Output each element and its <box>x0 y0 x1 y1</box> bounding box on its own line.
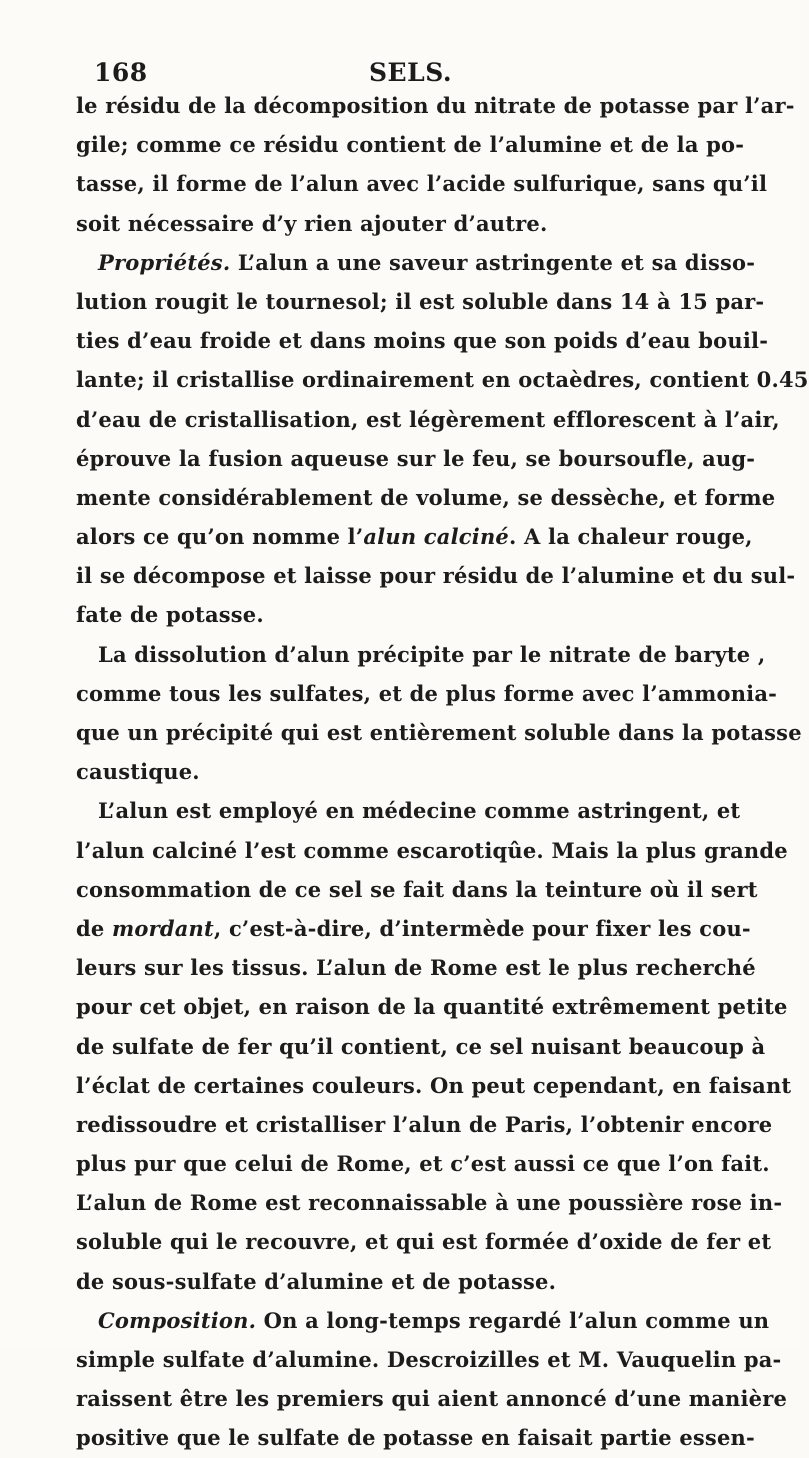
text-line: mente considérablement de volume, se dessèche, et forme <box>76 484 776 510</box>
text-line: fate de potasse. <box>76 602 264 628</box>
text-line: lution rougit le tournesol; il est soluble dans 14 à 15 par- <box>76 288 765 314</box>
text-line: ties d’eau froide et dans moins que son poids d’eau bouil- <box>76 328 769 354</box>
text-line: le résidu de la décomposition du nitrate de potasse par l’ar- <box>76 93 795 118</box>
text-line: plus pur que celui de Rome, et c’est aussi ce que l’on fait. <box>76 1151 770 1177</box>
text-line: redissoudre et cristalliser l’alun de Paris, l’obtenir encore <box>76 1111 773 1137</box>
text-line: leurs sur les tissus. L’alun de Rome est le plus recherché <box>76 955 756 981</box>
text-line <box>76 243 756 282</box>
page-number: 168 <box>94 58 148 87</box>
text-line: consommation de ce sel se fait dans la teinture où il sert <box>76 876 758 902</box>
text-line-segment: . A la chaleur rouge, <box>508 524 753 550</box>
body-text <box>76 86 809 1458</box>
text-line-segment: On a long-temps regardé l’alun comme un <box>263 1307 770 1333</box>
text-line: L’alun de Rome est reconnaissable à une poussière rose in- <box>76 1190 783 1216</box>
section-heading-proprietes: Propriétés. <box>98 249 231 275</box>
text-line: de sulfate de fer qu’il contient, ce sel nuisant beaucoup à <box>76 1033 766 1059</box>
text-line: l’alun calciné l’est comme escarotiqûe. Mais la plus grande <box>76 837 788 863</box>
text-line: il se décompose et laisse pour résidu de l’alumine et du sul- <box>76 563 796 589</box>
italic-term-alun-calcine: alun calciné <box>363 524 509 550</box>
running-title: SELS. <box>369 58 453 87</box>
text-line: tasse, il forme de l’alun avec l’acide sulfurique, sans qu’il <box>76 171 768 197</box>
text-line: comme tous les sulfates, et de plus forme avec l’ammonia- <box>76 680 778 706</box>
text-line: éprouve la fusion aqueuse sur le feu, se boursoufle, aug- <box>76 445 756 471</box>
text-line: positive que le sulfate de potasse en faisait partie essen- <box>76 1425 755 1451</box>
text-line-segment: , c’est-à-dire, d’intermède pour fixer les cou- <box>213 915 751 941</box>
text-line: que un précipité qui est entièrement soluble dans la potasse <box>76 720 802 745</box>
text-line: de sous-sulfate d’alumine et de potasse. <box>76 1268 557 1294</box>
text-line: La dissolution d’alun précipite par le nitrate de baryte , <box>98 641 766 667</box>
text-line-segment: L’alun a une saveur astringente et sa disso- <box>237 249 756 275</box>
text-line-segment: alors ce qu’on nomme l’ <box>76 524 364 550</box>
text-line: l’éclat de certaines couleurs. On peut cependant, en faisant <box>76 1072 792 1098</box>
text-line: soluble qui le recouvre, et qui est formée d’oxide de fer et <box>76 1229 772 1255</box>
italic-term-mordant: mordant <box>111 915 214 941</box>
text-line: gile; comme ce résidu contient de l’alumine et de la po- <box>76 132 745 158</box>
text-line: pour cet objet, en raison de la quantité extrêmement petite <box>76 994 788 1020</box>
text-line: simple sulfate d’alumine. Descroizilles et M. Vauquelin pa- <box>76 1347 782 1372</box>
text-line: lante; il cristallise ordinairement en octaèdres, contient 0.45 <box>76 367 809 393</box>
text-line: d’eau de cristallisation, est légèrement efflorescent à l’air, <box>76 406 780 432</box>
text-line <box>76 909 752 948</box>
text-line-segment: de <box>76 915 105 941</box>
text-line <box>76 1301 770 1340</box>
text-line: soit nécessaire d’y rien ajouter d’autre. <box>76 210 548 236</box>
section-heading-composition: Composition. <box>98 1307 257 1333</box>
text-line: raissent être les premiers qui aient annoncé d’une manière <box>76 1386 788 1412</box>
text-line: caustique. <box>76 759 200 785</box>
text-line: L’alun est employé en médecine comme astringent, et <box>98 798 741 824</box>
text-line <box>76 517 752 556</box>
